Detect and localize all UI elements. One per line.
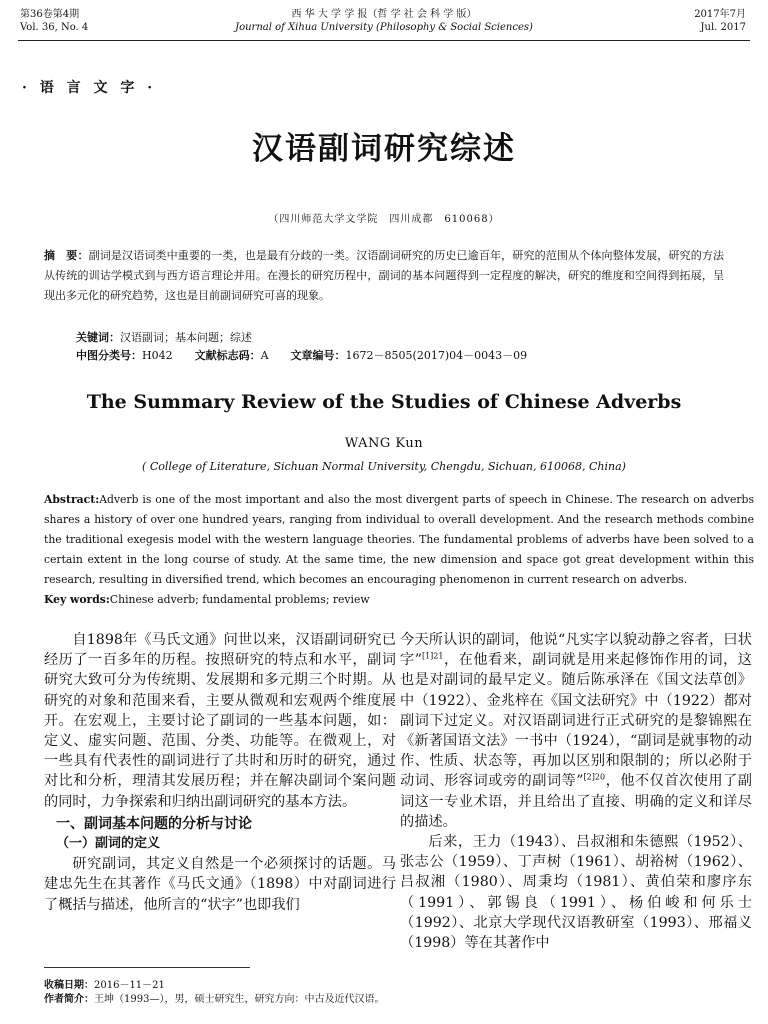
doc-code-value: A xyxy=(260,349,269,362)
running-header-center xyxy=(0,8,768,34)
citation-1: [1]21 xyxy=(421,651,444,661)
footnote-author xyxy=(44,993,384,1007)
classification-line xyxy=(76,347,527,365)
journal-name-cn: 西 华 大 学 学 报（哲 学 社 会 科 学 版） xyxy=(291,9,477,20)
article-title-en: The Summary Review of the Studies of Chinese Adverbs xyxy=(86,391,682,413)
received-label: 收稿日期： xyxy=(44,980,94,991)
abstract-cn xyxy=(44,246,724,306)
keywords-cn xyxy=(76,329,252,347)
keywords-cn-text: 汉语副词；基本问题；综述 xyxy=(120,331,252,344)
keywords-en-label: Key words: xyxy=(44,593,110,606)
keywords-en xyxy=(44,591,370,609)
continued-text-c: ，他不仅首次使用了副词这一专业术语，并且给出了直接、明确的定义和详尽的描述。 xyxy=(400,773,752,830)
keywords-en-text: Chinese adverb; fundamental problems; review xyxy=(109,593,370,606)
abstract-en-label: Abstract: xyxy=(44,493,100,506)
continued-text-b: ，在他看来，副词就是用来起修饰作用的词，这也是对副词的最早定义。随后陈承泽在《国文法草创》中（1922）、金兆梓在《国文法研究》中（1922）都对副词下过定义。对汉语副词进行正式研究的是黎锦熙在《新著国语文法》一书中（1924），“副词是就事物的动作、性质、状态等，再加以区别和限制的；所以必附于动词、形容词或旁的副词等” xyxy=(400,652,752,790)
date-cn: 2017年7月 xyxy=(694,9,746,20)
body-paragraph-later-scholars: 后来，王力（1943）、吕叔湘和朱德熙（1952）、张志公（1959）、丁声树（1961）、胡裕树（1962）、吕叔湘（1980）、周秉均（1981）、黄伯荣和廖序东（1991）、郭锡良（1991）、杨伯峻和何乐士（1992）、北京大学现代汉语教研室（1993）、邢福义（1998）等在其著作中 xyxy=(400,834,752,952)
received-value: 2016－11－21 xyxy=(94,980,165,991)
section-heading-1: 一、副词基本问题的分析与讨论 xyxy=(56,815,252,832)
abstract-cn-label: 摘 要： xyxy=(44,249,89,262)
keywords-cn-label: 关键词： xyxy=(76,331,120,344)
citation-2: [2]20 xyxy=(583,772,606,782)
volume-issue-en: Vol. 36, No. 4 xyxy=(20,22,89,33)
date-en: Jul. 2017 xyxy=(700,22,746,33)
doc-code-label: 文献标志码： xyxy=(194,349,261,362)
author-bio-value: 王坤（1993—），男，硕士研究生，研究方向：中古及近代汉语。 xyxy=(94,994,385,1005)
article-number-label: 文章编号： xyxy=(290,349,346,362)
header-rule xyxy=(18,40,750,41)
running-header-right xyxy=(694,8,746,34)
body-column-right xyxy=(400,630,752,953)
article-title-cn: 汉语副词研究综述 xyxy=(252,131,516,167)
clc-label: 中图分类号： xyxy=(76,349,142,362)
footnote-rule xyxy=(44,967,250,968)
clc-value: H042 xyxy=(142,349,173,362)
journal-name-en: Journal of Xihua University (Philosophy & Social Sciences) xyxy=(235,22,533,33)
article-number-value: 1672－8505(2017)04－0043－09 xyxy=(345,349,528,362)
body-paragraph-definition: 研究副词，其定义自然是一个必须探讨的话题。马建忠先生在其著作《马氏文通》（1898）中对副词进行了概括与描述，他所言的“状字”也即我们 xyxy=(44,856,396,913)
affiliation-en: ( College of Literature, Sichuan Normal University, Chengdu, Sichuan, 610068, China) xyxy=(142,460,626,473)
section-label: · 语 言 文 字 · xyxy=(22,80,157,96)
abstract-cn-text: 副词是汉语词类中重要的一类，也是最有分歧的一类。汉语副词研究的历史已逾百年，研究的范围从个体向整体发展，研究的方法从传统的训诂学模式到与西方语言理论并用。在漫长的研究历程中，副词的基本问题得到一定程度的解决，研究的维度和空间得到拓展，呈现出多元化的研究趋势，这也是目前副词研究可喜的现象。 xyxy=(44,249,725,302)
body-paragraph-continued xyxy=(400,630,752,832)
continued-text-a: 今天所认识的副词，他说“凡实字以貌动静之容者，曰状字” xyxy=(400,632,752,669)
abstract-en xyxy=(44,490,754,590)
affiliation-cn: （四川师范大学文学院 四川成都 610068） xyxy=(268,214,500,225)
volume-issue-cn: 第36卷第4期 xyxy=(20,9,80,20)
abstract-en-text: Adverb is one of the most important and also the most divergent parts of speech in Chinese. The research on adverbs shares a history of over one hundred years, ranging from individual to overall development. And the research methods combine the traditional exegesis model with the western language theories. The fundamental problems of adverbs have been solved to a certain extent in the long course of study. At the same time, the new dimension and space got great development within this research, resulting in diversified trend, which becomes an encouraging phenomenon in current research on adverbs. xyxy=(44,493,754,586)
subsection-heading-1: （一）副词的定义 xyxy=(56,836,161,852)
body-paragraph-intro: 自1898年《马氏文通》问世以来，汉语副词研究已经历了一百多年的历程。按照研究的特点和水平，副词研究大致可分为传统期、发展期和多元期三个时期。从研究的对象和范围来看，主要从微观和宏观两个维度展开。在宏观上，主要讨论了副词的一些基本问题，如：定义、虚实问题、范围、分类、功能等。在微观上，对一些具有代表性的副词进行了共时和历时的研究，通过对比和分析，理清其发展历程；并在解决副词个案问题的同时，力争探索和归纳出副词研究的基本方法。 xyxy=(44,632,396,810)
footnote-received xyxy=(44,979,165,993)
author-en: WANG Kun xyxy=(344,436,424,451)
body-column-left xyxy=(44,630,396,915)
author-bio-label: 作者简介： xyxy=(44,994,94,1005)
